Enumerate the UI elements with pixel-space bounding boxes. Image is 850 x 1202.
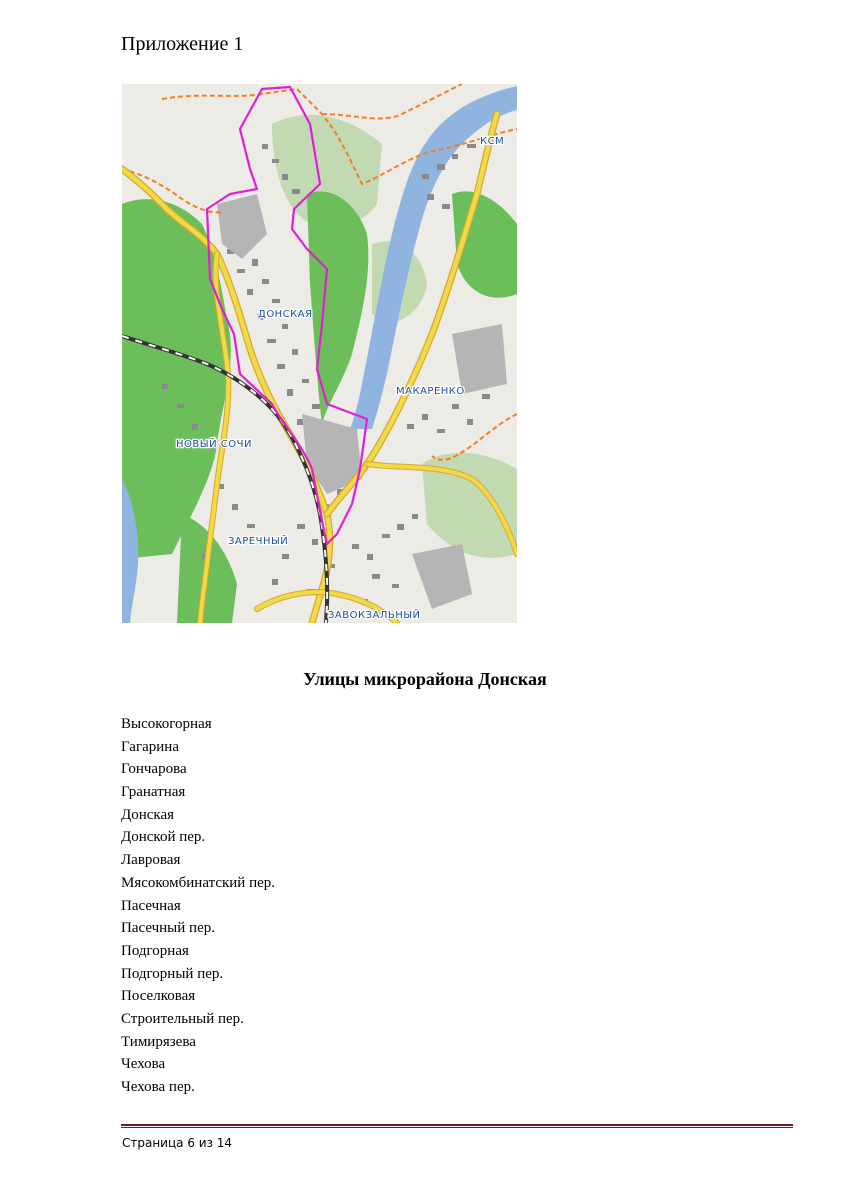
street-item: Гранатная [121,784,186,801]
street-item: Строительный пер. [121,1010,244,1027]
street-item: Пасечная [121,897,181,914]
street-item: Пасечный пер. [121,920,215,937]
street-item: Гагарина [121,738,179,755]
map-label-ksm: КСМ [480,136,505,147]
page-number: Страница 6 из 14 [122,1136,233,1150]
district-map [122,84,517,623]
footer-divider [121,1124,793,1128]
street-item: Поселковая [121,988,196,1005]
map-label-zarechny: ЗАРЕЧНЫЙ [228,536,289,547]
street-item: Подгорный пер. [121,965,224,982]
map-label-makarenko: МАКАРЕНКО [396,386,465,397]
map-label-donskaya: ДОНСКАЯ [258,309,313,320]
map-label-novy-sochi: НОВЫЙ СОЧИ [176,439,252,450]
street-item: Чехова [121,1056,166,1073]
map-label-zavokzalny: ЗАВОКЗАЛЬНЫЙ [328,610,421,621]
street-item: Мясокомбинатский пер. [121,874,276,891]
street-item: Лавровая [121,852,181,869]
street-item: Чехова пер. [121,1079,195,1095]
street-item: Тимирязева [121,1033,196,1050]
appendix-title: Приложение 1 [121,33,244,55]
street-item: Донская [121,806,175,823]
streets-heading: Улицы микрорайона Донская [303,669,547,689]
map-canvas [122,84,517,623]
street-list [121,714,275,1100]
street-item: Высокогорная [121,716,212,732]
street-item: Донской пер. [121,829,206,846]
street-item: Подгорная [121,942,189,959]
street-item: Гончарова [121,761,187,778]
